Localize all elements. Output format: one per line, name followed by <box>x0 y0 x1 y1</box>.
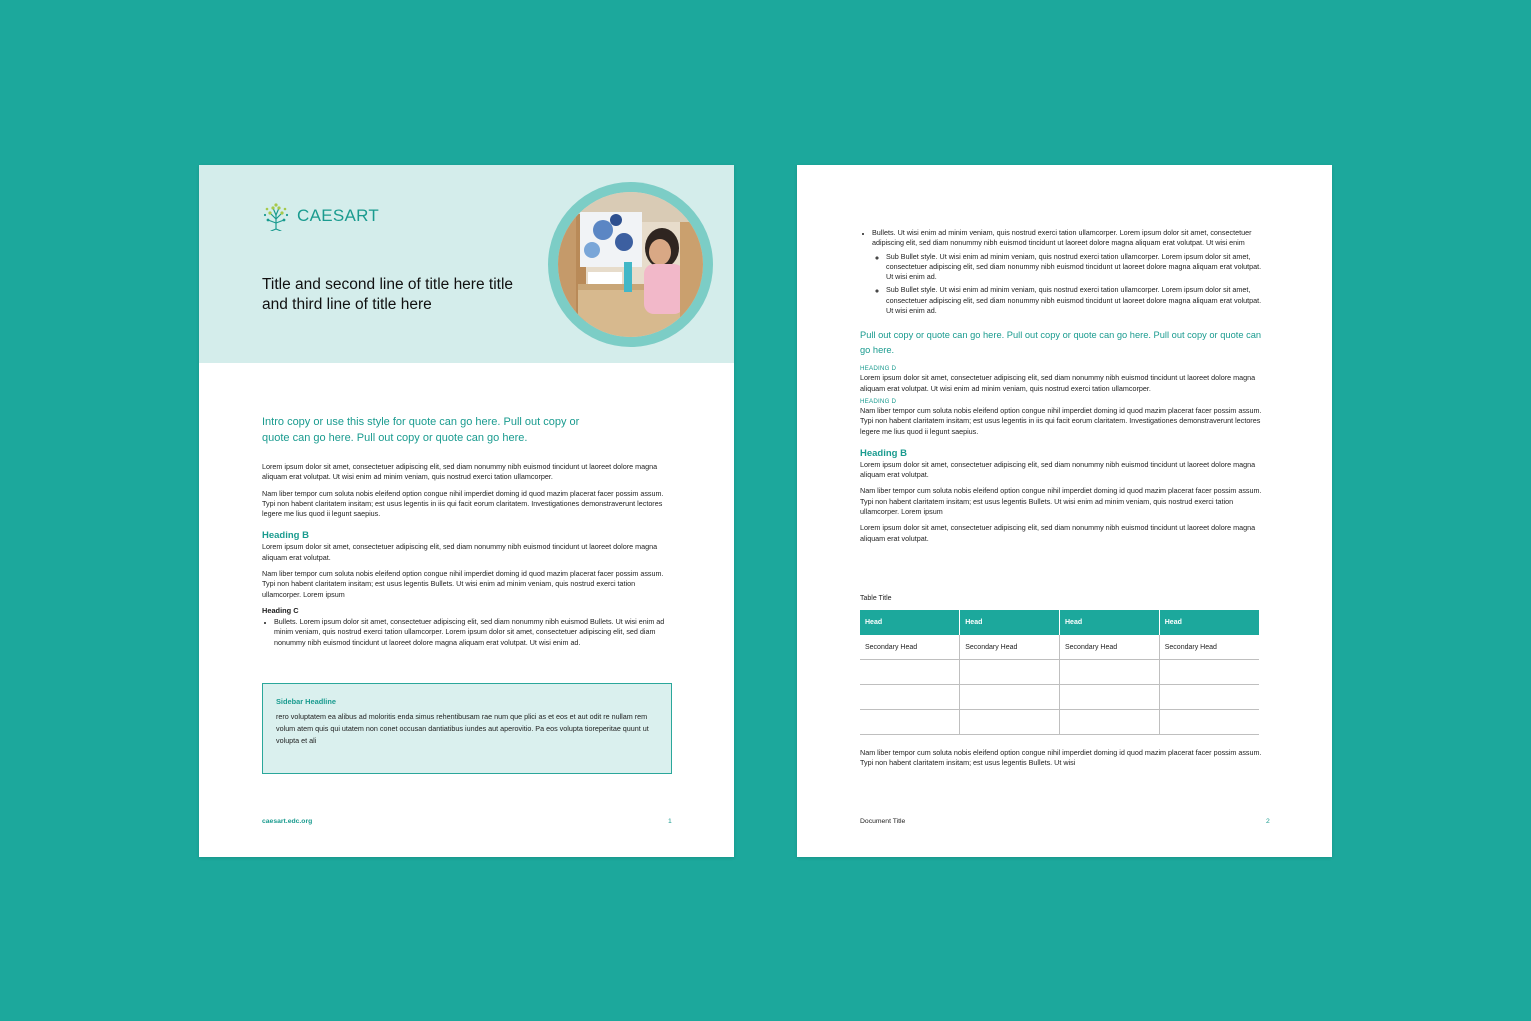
logo <box>261 201 379 231</box>
paragraph: Lorem ipsum dolor sit amet, consectetuer adipiscing elit, sed diam nonummy nibh euismod tincidunt ut laoreet dolore magna aliquam erat volutpat. <box>860 523 1256 543</box>
photo-frame <box>548 182 713 347</box>
table-cell <box>1060 685 1160 710</box>
table-head-cell: Head <box>1060 610 1160 635</box>
sub-bullet-item: ◦ Sub Bullet style. Ut wisi enim ad minim veniam, quis nostrud exerci tation ullamcorper. Lorem ipsum dolor sit amet, consectetuer adipiscing elit, sed diam nonummy nibh euismod tincidunt ut laoreet dolore magna aliquam erat volutpat. Ut wisi enim ad. <box>886 285 1266 316</box>
bullet-item <box>872 228 1266 316</box>
table-cell <box>960 685 1060 710</box>
table-row <box>860 660 1259 685</box>
table-cell <box>1159 685 1259 710</box>
page-2 <box>797 165 1332 857</box>
table-row <box>860 710 1259 735</box>
heading-b: Heading B <box>860 447 907 459</box>
bullet-list <box>262 617 672 648</box>
secondary-head-cell: Secondary Head <box>1159 635 1259 660</box>
page-number: 1 <box>668 818 672 825</box>
logo-text: CAESART <box>297 206 380 225</box>
table-row <box>860 685 1259 710</box>
pullout-quote: Pull out copy or quote can go here. Pull out copy or quote can go here. Pull out copy or quote can go here. <box>860 330 1262 355</box>
table-cell <box>960 710 1060 735</box>
table-head-cell: Head <box>1159 610 1259 635</box>
paragraph: Nam liber tempor cum soluta nobis eleifend option congue nihil imperdiet doming id quod mazim placerat facer possim assum. Typi non habent claritatem insitam; est usus legentis Bullets. Ut wisi <box>860 748 1262 768</box>
footer-document-title: Document Title <box>860 818 906 825</box>
table-head-cell: Head <box>860 610 960 635</box>
bullet-item: • Bullets. Lorem ipsum dolor sit amet, consectetuer adipiscing elit, sed diam nonummy nibh euismod Bullets. Ut wisi enim ad minim veniam, quis nostrud exerci tation ullamcorper. Lorem ipsum dolor sit amet, consectetuer adipiscing elit, sed diam nonummy nibh euismod tincidunt ut laoreet dolore magna aliquam erat volutpat. Ut wisi enim ad. <box>274 617 672 648</box>
table-row <box>860 635 1259 660</box>
page-header-band <box>199 165 734 363</box>
table-cell <box>1060 710 1160 735</box>
table-cell <box>1159 660 1259 685</box>
document-title: Title and second line of title here title and third line of title here <box>262 276 514 313</box>
data-table <box>860 610 1259 735</box>
sidebar-box <box>262 683 672 774</box>
table-title: Table Title <box>860 595 892 602</box>
heading-d: HEADING D <box>860 397 897 405</box>
paragraph: Nam liber tempor cum soluta nobis eleifend option congue nihil imperdiet doming id quod mazim placerat facer possim assum. Typi non habent claritatem insitam; est usus legentis in iis qui facit eorum claritatem. Investigationes demonstraverunt lectores legere me lius quod ii legunt saepius. <box>262 488 664 519</box>
paragraph: Lorem ipsum dolor sit amet, consectetuer adipiscing elit, sed diam nonummy nibh euismod tincidunt ut laoreet dolore magna aliquam erat volutpat. Ut wisi enim ad minim veniam, quis nostrud exerci tation ullamcorper. <box>262 462 658 482</box>
table-head-cell: Head <box>960 610 1060 635</box>
heading-c: Heading C <box>262 605 299 615</box>
page-1 <box>199 165 734 857</box>
classroom-photo <box>558 192 703 337</box>
body-copy-after-table <box>860 748 1266 775</box>
tree-logo-icon <box>261 201 291 231</box>
table-header-row <box>860 610 1259 635</box>
paragraph: Lorem ipsum dolor sit amet, consectetuer adipiscing elit, sed diam nonummy nibh euismod tincidunt ut laoreet dolore magna aliquam erat volutpat. <box>860 459 1256 480</box>
secondary-head-cell: Secondary Head <box>860 635 960 660</box>
sidebar-text: rero voluptatem ea alibus ad moloritis enda simus rehentibusam rae num que plici as et eos et aut odit re nullam rem volum atem quis qui utatem non conet occusan dantiatibus iundes aut aperovitio. Pa eos volupta tioreperitae quunt ut volupta et ali <box>276 712 649 745</box>
sub-bullet-item: ◦ Sub Bullet style. Ut wisi enim ad minim veniam, quis nostrud exerci tation ullamcorper. Lorem ipsum dolor sit amet, consectetuer adipiscing elit, sed diam nonummy nibh euismod tincidunt ut laoreet dolore magna aliquam erat volutpat. Ut wisi enim ad. <box>886 252 1266 283</box>
table-cell <box>860 685 960 710</box>
paragraph: Nam liber tempor cum soluta nobis eleifend option congue nihil imperdiet doming id quod mazim placerat facer possim assum. Typi non habent claritatem insitam; est usus legentis Bullets. Ut wisi enim ad minim veniam, quis nostrud exerci tation ullamcorper. Lorem ipsum <box>860 486 1262 517</box>
sub-bullet-list <box>872 252 1266 317</box>
table-cell <box>1060 660 1160 685</box>
secondary-head-cell: Secondary Head <box>960 635 1060 660</box>
page-number: 2 <box>1266 818 1270 825</box>
paragraph: Nam liber tempor cum soluta nobis eleifend option congue nihil imperdiet doming id quod mazim placerat facer possim assum. Typi non habent claritatem insitam; est usus legentis in iis qui facit eorum claritatem. Investigationes demonstraverunt lectores legere me lius quod ii legunt saepius. <box>860 405 1262 436</box>
table-cell <box>960 660 1060 685</box>
intro-copy: Intro copy or use this style for quote can go here. Pull out copy or quote can go here. Pull out copy or quote can go here. <box>262 416 580 444</box>
body-copy <box>262 462 672 648</box>
paragraph: Nam liber tempor cum soluta nobis eleifend option congue nihil imperdiet doming id quod mazim placerat facer possim assum. Typi non habent claritatem insitam; est usus legentis Bullets. Ut wisi enim ad minim veniam, quis nostrud exerci tation ullamcorper. Lorem ipsum <box>262 569 664 599</box>
bullet-list <box>860 228 1266 316</box>
bullet-text: Bullets. Ut wisi enim ad minim veniam, quis nostrud exerci tation ullamcorper. Lorem ipsum dolor sit amet, consectetuer adipiscing elit, sed diam nonummy nibh euismod tincidunt ut laoreet dolore magna aliquam erat volutpat. Ut wisi enim <box>872 228 1252 248</box>
heading-b: Heading B <box>262 530 309 542</box>
table-cell <box>860 710 960 735</box>
heading-d: HEADING D <box>860 365 897 373</box>
table-cell <box>1159 710 1259 735</box>
secondary-head-cell: Secondary Head <box>1060 635 1160 660</box>
sidebar-headline: Sidebar Headline <box>276 697 336 706</box>
paragraph: Lorem ipsum dolor sit amet, consectetuer adipiscing elit, sed diam nonummy nibh euismod tincidunt ut laoreet dolore magna aliquam erat volutpat. Ut wisi enim ad minim veniam, quis nostrud exerci tation ullamcorper. <box>860 373 1256 393</box>
paragraph: Lorem ipsum dolor sit amet, consectetuer adipiscing elit, sed diam nonummy nibh euismod tincidunt ut laoreet dolore magna aliquam erat volutpat. <box>262 542 658 562</box>
body-copy <box>860 228 1266 550</box>
footer-url[interactable]: caesart.edc.org <box>262 818 313 825</box>
table-cell <box>860 660 960 685</box>
